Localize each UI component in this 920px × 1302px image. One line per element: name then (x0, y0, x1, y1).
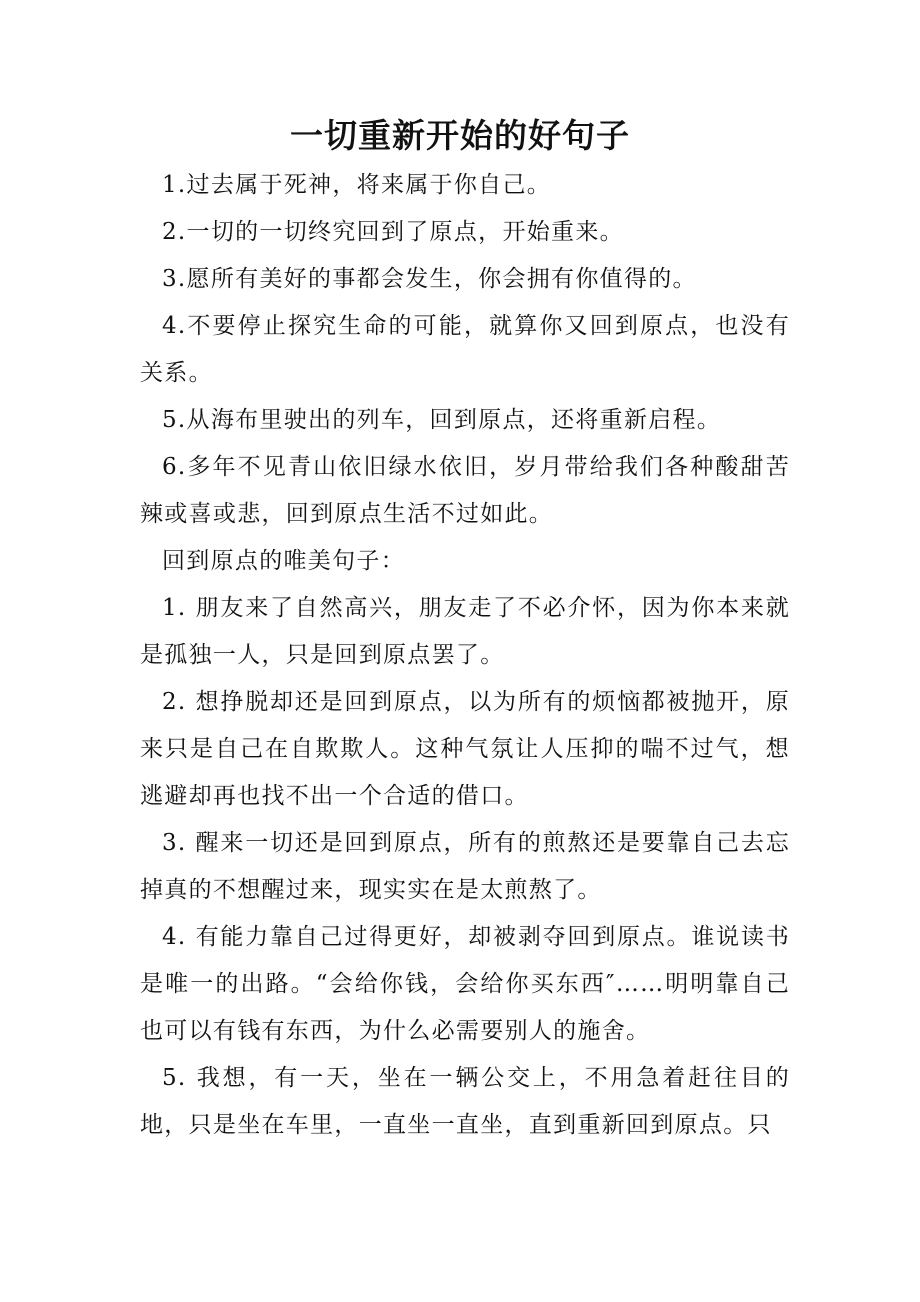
paragraph: 5.从海布里驶出的列车，回到原点，还将重新启程。 (162, 407, 722, 433)
paragraph: 5. 我想，有一天，坐在一辆公交上，不用急着赶往目的地，只是坐在车里，一直坐一直坐，直到重新回到原点。只 (140, 1065, 790, 1138)
paragraph: 1.过去属于死神，将来属于你自己。 (162, 172, 552, 198)
paragraph: 1. 朋友来了自然高兴，朋友走了不必介怀，因为你本来就是孤独一人，只是回到原点罢了。 (140, 595, 790, 668)
document-title: 一切重新开始的好句子 (290, 116, 630, 155)
paragraph: 3.愿所有美好的事都会发生，你会拥有你值得的。 (162, 266, 697, 292)
paragraph: 6.多年不见青山依旧绿水依旧，岁月带给我们各种酸甜苦辣或喜或悲，回到原点生活不过如此。 (140, 454, 790, 527)
paragraph: 2.一切的一切终究回到了原点，开始重来。 (162, 219, 624, 245)
paragraph: 3. 醒来一切还是回到原点，所有的煎熬还是要靠自己去忘掉真的不想醒过来，现实实在是太煎熬了。 (140, 830, 790, 903)
paragraph: 2. 想挣脱却还是回到原点，以为所有的烦恼都被抛开，原来只是自己在自欺欺人。这种气氛让人压抑的喘不过气，想逃避却再也找不出一个合适的借口。 (140, 689, 790, 809)
paragraph: 4.不要停止探究生命的可能，就算你又回到原点，也没有关系。 (140, 313, 790, 386)
paragraph: 4. 有能力靠自己过得更好，却被剥夺回到原点。谁说读书是唯一的出路。“会给你钱，会给你买东西″……明明靠自己也可以有钱有东西，为什么必需要别人的施舍。 (140, 924, 790, 1044)
section-heading: 回到原点的唯美句子： (162, 548, 405, 574)
document-body (140, 162, 790, 1149)
